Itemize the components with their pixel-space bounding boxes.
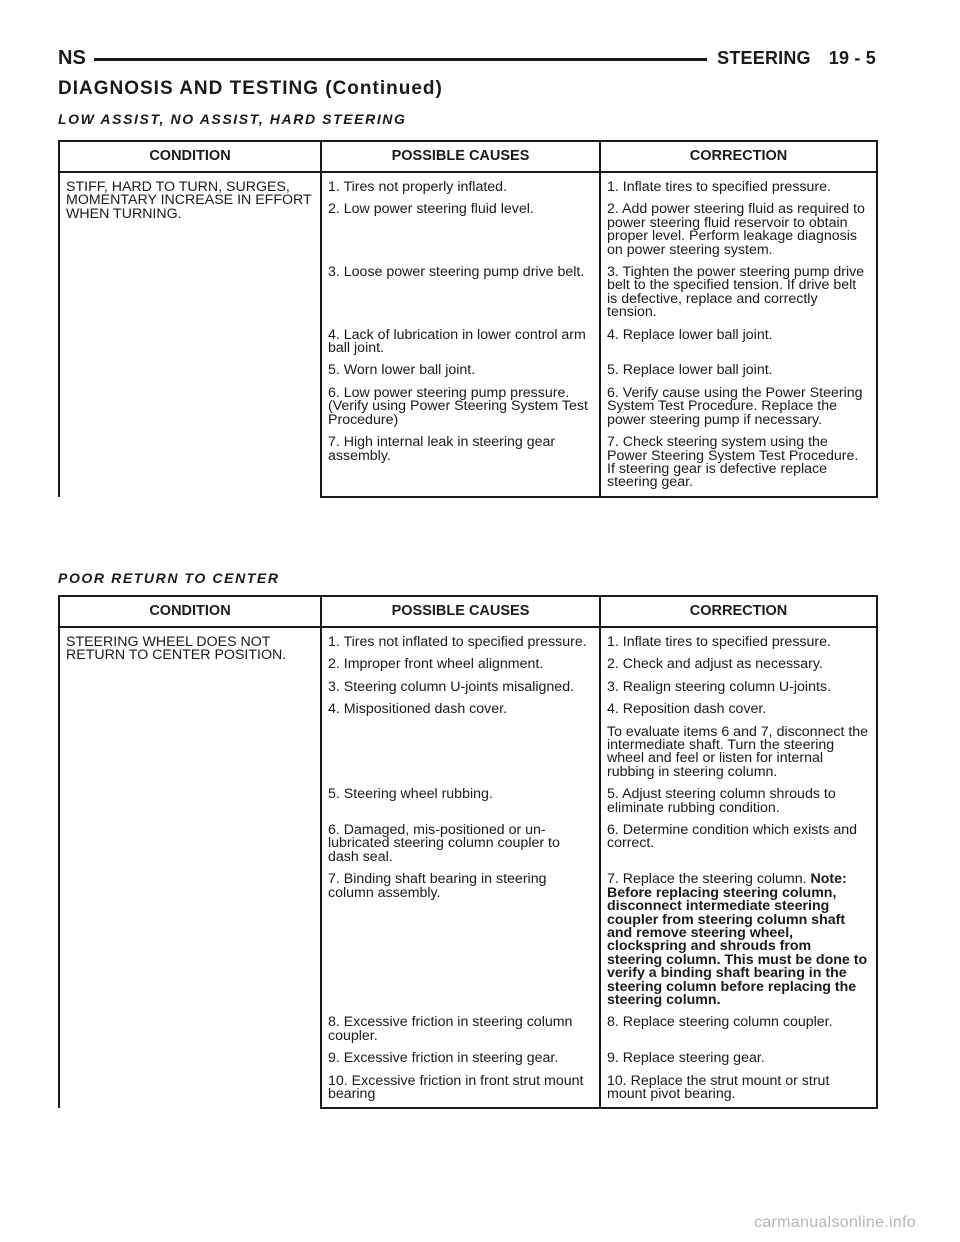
column-header-correction: CORRECTION	[600, 596, 877, 627]
column-header-condition: CONDITION	[59, 596, 321, 627]
correction-cell: 9. Replace steering gear.	[600, 1047, 877, 1069]
table-row	[59, 172, 877, 198]
correction-cell: 1. Inflate tires to specified pressure.	[600, 627, 877, 653]
correction-cell	[600, 868, 877, 1011]
low-assist-table	[58, 140, 878, 498]
cause-cell: 9. Excessive friction in steering gear.	[321, 1047, 600, 1069]
table2-title: POOR RETURN TO CENTER	[58, 570, 280, 586]
header-right	[717, 48, 876, 69]
cause-cell: 5. Steering wheel rubbing.	[321, 783, 600, 819]
correction-cell: 5. Replace lower ball joint.	[600, 359, 877, 381]
table-header-row	[59, 596, 877, 627]
chapter-title: STEERING	[717, 47, 811, 68]
correction-cell: 2. Check and adjust as necessary.	[600, 653, 877, 675]
header-rule	[94, 58, 707, 61]
correction-cell: 4. Replace lower ball joint.	[600, 324, 877, 360]
watermark-footer: carmanualsonline.info	[754, 1214, 916, 1231]
cause-cell: 7. High internal leak in steering gear assembly.	[321, 431, 600, 497]
correction-cell: 6. Verify cause using the Power Steering System Test Procedure. Replace the power steering pump if necessary.	[600, 382, 877, 431]
cause-cell: 7. Binding shaft bearing in steering column assembly.	[321, 868, 600, 1011]
correction-cell: 2. Add power steering fluid as required to power steering fluid reservoir to obtain proper level. Perform leakage diagnosis on power steering system.	[600, 198, 877, 261]
correction-cell: 4. Reposition dash cover.	[600, 698, 877, 720]
table-header-row	[59, 141, 877, 172]
cause-cell: 4. Lack of lubrication in lower control arm ball joint.	[321, 324, 600, 360]
cause-cell: 2. Improper front wheel alignment.	[321, 653, 600, 675]
condition-cell: STEERING WHEEL DOES NOT RETURN TO CENTER POSITION.	[59, 627, 321, 1108]
poor-return-table	[58, 595, 878, 1109]
cause-cell: 4. Mispositioned dash cover.	[321, 698, 600, 720]
correction-cell: 10. Replace the strut mount or strut mount pivot bearing.	[600, 1070, 877, 1109]
table-row	[59, 627, 877, 653]
correction-cell: 8. Replace steering column coupler.	[600, 1011, 877, 1047]
cause-cell: 6. Low power steering pump pressure. (Verify using Power Steering System Test Procedure)	[321, 382, 600, 431]
cause-cell: 2. Low power steering fluid level.	[321, 198, 600, 261]
cause-cell: 3. Loose power steering pump drive belt.	[321, 261, 600, 324]
cause-cell: 5. Worn lower ball joint.	[321, 359, 600, 381]
correction-cell: To evaluate items 6 and 7, disconnect the intermediate shaft. Turn the steering wheel and feel or listen for internal rubbing in steering column.	[600, 721, 877, 784]
manual-code: NS	[58, 46, 86, 69]
correction-cell: 1. Inflate tires to specified pressure.	[600, 172, 877, 198]
cause-cell: 6. Damaged, mis-positioned or un-lubricated steering column coupler to dash seal.	[321, 819, 600, 868]
page-header	[58, 44, 876, 72]
cause-cell: 1. Tires not inflated to specified pressure.	[321, 627, 600, 653]
column-header-condition: CONDITION	[59, 141, 321, 172]
condition-cell: STIFF, HARD TO TURN, SURGES, MOMENTARY INCREASE IN EFFORT WHEN TURNING.	[59, 172, 321, 497]
correction-cell: 3. Realign steering column U-joints.	[600, 676, 877, 698]
cause-cell: 10. Excessive friction in front strut mount bearing	[321, 1070, 600, 1109]
page-number: 19 - 5	[828, 47, 876, 68]
column-header-correction: CORRECTION	[600, 141, 877, 172]
cause-cell: 8. Excessive friction in steering column coupler.	[321, 1011, 600, 1047]
correction-note: Note: Before replacing steering column, disconnect intermediate steering coupler from steering column shaft and remove steering wheel, clockspring and shrouds from steering column. This must be done to verify a binding shaft bearing in the steering column before replacing the steering column.	[607, 871, 868, 1008]
section-title: DIAGNOSIS AND TESTING (Continued)	[58, 78, 443, 99]
correction-cell: 3. Tighten the power steering pump drive belt to the specified tension. If drive belt is defective, replace and correctly tension.	[600, 261, 877, 324]
correction-cell: 7. Check steering system using the Power Steering System Test Procedure. If steering gear is defective replace steering gear.	[600, 431, 877, 497]
correction-text: 7. Replace the steering column.	[607, 871, 807, 888]
correction-cell: 5. Adjust steering column shrouds to eliminate rubbing condition.	[600, 783, 877, 819]
cause-cell	[321, 721, 600, 784]
column-header-causes: POSSIBLE CAUSES	[321, 141, 600, 172]
column-header-causes: POSSIBLE CAUSES	[321, 596, 600, 627]
table1-title: LOW ASSIST, NO ASSIST, HARD STEERING	[58, 111, 407, 127]
cause-cell: 3. Steering column U-joints misaligned.	[321, 676, 600, 698]
cause-cell: 1. Tires not properly inflated.	[321, 172, 600, 198]
correction-cell: 6. Determine condition which exists and correct.	[600, 819, 877, 868]
